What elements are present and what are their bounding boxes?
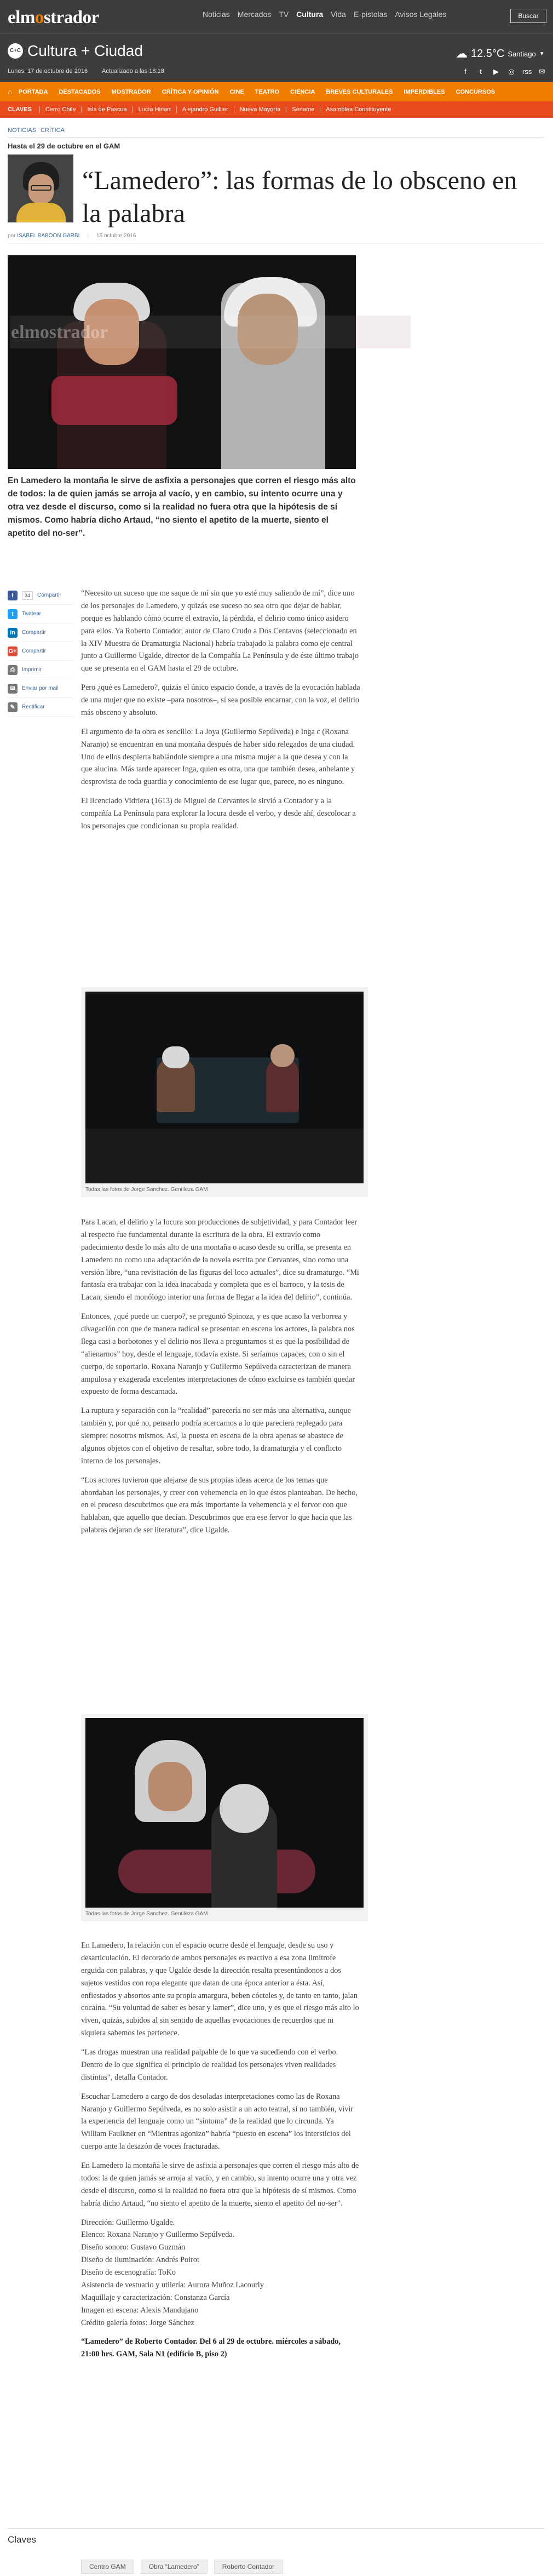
- googleplus-icon: G+: [8, 646, 18, 656]
- topnav-tv[interactable]: TV: [279, 10, 289, 19]
- weather-temp: 12.5°C: [471, 47, 505, 60]
- search-button[interactable]: Buscar: [510, 9, 546, 23]
- rss-icon[interactable]: rss: [522, 67, 532, 76]
- article-figure: [81, 987, 368, 1197]
- logo-o: o: [34, 8, 44, 27]
- byline-prefix: por: [8, 233, 16, 239]
- credits-list: [81, 2217, 360, 2329]
- instagram-icon[interactable]: ◎: [508, 67, 515, 76]
- article-kicker: Hasta el 29 de octubre en el GAM: [8, 142, 120, 150]
- topnav-cultura[interactable]: Cultura: [296, 10, 324, 19]
- paragraph: Para Lacan, el delirio y la locura son producciones de subjetividad, y para Contador leer al respecto fue fundamental durante la escritura de la obra. El extravío como padecimiento desde lo más alto de una montaña o acaso desde su orilla, se presenta en Lamedero no como una adaptación de la novela escrita por Cervantes, sino como una versión libre, “una revisitación de las figuras del loco actuales”, dice su dramaturgo. “Mi fantasía era trabajar con la idea inacabada y completa que es el barroco, y la tesis de Lacan, siendo el monólogo interior una forma de llegar a la idea del delirio”, continúa.: [81, 1218, 359, 1302]
- claves-heading: Claves: [8, 2534, 36, 2545]
- share-label: Twittear: [22, 611, 42, 617]
- paragraph: “Necesito un suceso que me saque de mí sin que yo esté muy saliendo de mí”, dice uno de los personajes de Lamedero, y quizás ese suceso no sea otro que dejar de hablar, porque es hablando cómo ocurre el extravío, la pérdida, el delirio como único asidero para ellos. Ya Roberto Contador, autor de Claro Crudo a Dos Centavos (seleccionado en la XIV Muestra de Dramaturgia Nacional) habría trabajado la palabra como eje central junto a Guillermo Ugalde, director de la Compañía La Península y de éste último trabajo que se presenta en el GAM hasta el 29 de octubre.: [81, 589, 359, 673]
- photo-caption: Todas las fotos de Jorge Sanchez. Gentileza GAM: [85, 1911, 208, 1917]
- actor-head: [220, 1784, 269, 1833]
- topnav-epistolas[interactable]: E-pistolas: [353, 10, 388, 19]
- weather-city: Santiago: [508, 49, 536, 58]
- share-count: 34: [22, 591, 33, 600]
- clave-link[interactable]: Sename: [286, 106, 320, 113]
- paragraph: En Lamedero, la relación con el espacio ocurre desde el lenguaje, desde su uso y desarticulación. El decorado de ambos personajes es reactivo a esa zona limítrofe erguida con palabras, y que Ugalde desde la dirección resalta presentándonos a dos sujetos vestidos con ropa elegante que datan de una época anterior a ésta. Así, enfiestados y absortos ante su propia amargura, beben cócteles y, de tanto en tanto, jalan cocaína. “Su voluntad de saber es besar y lamer”, dice uno, y es que el riesgo más alto lo viven, quizás, subidos al sin sentido de aquellas evocaciones de recuerdos que ni siquiera sabemos les pertenece.: [81, 1941, 359, 2038]
- credit-line: Dirección: Guillermo Ugalde.: [81, 2218, 175, 2227]
- article-body: [81, 587, 360, 839]
- paragraph: Entonces, ¿qué puede un cuerpo?, se preguntó Spinoza, y es que acaso la verborrea y divagación con que de manera radical se presentan en escena los actores, la palabra nos llega casi a borbotones y el delirio nos lleva a preguntarnos si es que la posibilidad de “alienarnos” hoy, desde el lenguaje, todavía existe. Si seríamos capaces, con o sin el cuerpo, de soportarlo. Roxana Naranjo y Guillermo Sepúlveda caracterizan de manera ampulosa y exagerada excelentes interpretaciones de cómo excluirse es también quedar expuesto de forma descarnada.: [81, 1312, 355, 1396]
- current-date: Lunes, 17 de octubre de 2016: [8, 68, 88, 75]
- nav-mostrador[interactable]: MOSTRADOR: [111, 88, 151, 95]
- social-links: [461, 67, 546, 76]
- share-label: Compartir: [37, 592, 61, 598]
- clave-link[interactable]: Cerro Chile: [39, 106, 82, 113]
- share-label: Compartir: [22, 648, 46, 654]
- share-googleplus[interactable]: [8, 642, 73, 661]
- linkedin-icon: in: [8, 628, 18, 638]
- credit-line: Diseño de iluminación: Andrés Poirot: [81, 2256, 200, 2265]
- share-label: Rectificar: [22, 704, 45, 710]
- byline-author-wrap: [8, 233, 79, 239]
- site-logo[interactable]: [8, 8, 99, 28]
- article-body: [81, 1939, 360, 2367]
- logo-part: strador: [43, 8, 99, 27]
- article-body: [81, 1216, 360, 1543]
- credit-line: Elenco: Roxana Naranjo y Guillermo Sepúlveda.: [81, 2230, 235, 2240]
- stage-photo[interactable]: [85, 1718, 364, 1908]
- hero-image: [8, 255, 356, 469]
- topnav-noticias[interactable]: Noticias: [203, 10, 230, 19]
- clave-link[interactable]: Asamblea Constituyente: [320, 106, 396, 113]
- paragraph: El argumento de la obra es sencillo: La Joya (Guillermo Sepúlveda) e Inga c (Roxana Naranjo) se encuentran en una montaña después de haber sido relegados de una ciudad. Uno de ellos despierta hablándole siempre a una misma mujer a la que desea y con la que alucina. Más tarde aparecer Inga, quien es otra, una que también desea, anhelante y desprovista de toda guardia y conocimiento de ese lugar que, parece, no es ninguno.: [81, 727, 355, 787]
- main-nav: [0, 82, 553, 101]
- paragraph: En Lamedero la montaña le sirve de asfixia a personajes que corren el riesgo más alto de todos: la de quien jamás se arroja al vacío, y en cambio, su intento ocurre una y otra vez desde el discurso, como si la realidad no fuera otra que la hipótesis de sí mismos. Como habría dicho Artaud, “no siento el apetito de la muerte, siento el apetito del no-ser”.: [81, 2161, 359, 2208]
- paragraph: El licenciado Vidriera (1613) de Miguel de Cervantes le sirvió a Contador y a la compañía La Península para explorar la locura desde el verbo, y desde ahí, descolocar a los personajes que condicionan su propia realidad.: [81, 797, 356, 831]
- paragraph: Escuchar Lamedero a cargo de dos desoladas interpretaciones como las de Roxana Naranjo y Guillermo Sepúlveda, es no solo asistir a un acto teatral, si no también, vivir la experiencia del lenguaje como un “síntoma” de la realidad que lo circunda. Ya William Faulkner en “Mientras agonizo” habría “puesto en escena” los intersticios del cuerpo ante la desazón de voces fracturadas.: [81, 2092, 354, 2151]
- paragraph: Pero ¿qué es Lamedero?, quizás el único espacio donde, a través de la evocación hablada de una mujer que no existe –para nosotros–, sí sea posible encarnar, con la voz, el delirio más obsceno y absoluto.: [81, 683, 360, 717]
- updated-time: Actualizado a las 18:18: [102, 68, 164, 75]
- mail-icon: ✉: [8, 684, 18, 694]
- email-button[interactable]: [8, 679, 73, 698]
- stage-photo[interactable]: [85, 992, 364, 1183]
- breadcrumb-critica[interactable]: CRÍTICA: [40, 127, 65, 134]
- paragraph: “Las drogas muestran una realidad palpable de lo que va sucediendo con el verbo. Dentro de lo que significa el principio de realidad los personajes viven realidades distintas”, detalla Contador.: [81, 2048, 338, 2082]
- paragraph: “Los actores tuvieron que alejarse de sus propias ideas acerca de los temas que abordaban los personajes, y creer con vehemencia en lo que éstos planteaban. De hecho, en el proceso descubrimos que era más importante la vehemencia y el fervor con que hablaban, que aquello que decían. Descubrimos que era ese fervor lo que hacía que las palabras dejaran de ser literatura”, dice Ugalde.: [81, 1475, 358, 1535]
- actor-scarf: [51, 376, 177, 425]
- logo-part: elm: [8, 8, 35, 27]
- tag-list: [81, 2560, 283, 2574]
- avatar-shirt: [16, 203, 66, 222]
- event-info: “Lamedero” de Roberto Contador. Del 6 al 29 de octubre. miércoles a sábado, 21:00 hrs. GAM, Sala N1 (edificio B, piso 2): [81, 2337, 341, 2359]
- nav-portada[interactable]: PORTADA: [18, 88, 48, 95]
- share-sidebar: [8, 586, 73, 717]
- home-icon[interactable]: ⌂: [8, 88, 12, 96]
- watermark-logo: elmostrador: [11, 322, 108, 342]
- stage-floor: [85, 1129, 364, 1183]
- share-label: Enviar por mail: [22, 685, 59, 691]
- credit-line: Imagen en escena: Alexis Mandujano: [81, 2305, 199, 2315]
- edit-icon: ✎: [8, 702, 18, 712]
- weather-widget[interactable]: [456, 47, 545, 61]
- share-label: Imprimir: [22, 667, 42, 673]
- facebook-icon: f: [8, 591, 18, 600]
- section-logo-icon[interactable]: C+C: [8, 43, 23, 59]
- top-bar: [0, 0, 553, 33]
- chevron-down-icon: ▼: [539, 50, 545, 57]
- clave-link[interactable]: Lucía Hiriart: [133, 106, 176, 113]
- credit-line: Crédito galería fotos: Jorge Sánchez: [81, 2318, 194, 2327]
- topnav-vida[interactable]: Vida: [331, 10, 346, 19]
- clave-link[interactable]: Isla de Pascua: [81, 106, 132, 113]
- mail-icon[interactable]: ✉: [539, 67, 545, 76]
- actor-head: [270, 1044, 295, 1067]
- page-title: “Lamedero”: las formas de lo obsceno en la palabra: [82, 166, 517, 228]
- breadcrumb: [8, 127, 65, 134]
- youtube-icon[interactable]: ▶: [493, 67, 499, 76]
- cloud-icon: ☁: [456, 47, 468, 60]
- clave-link[interactable]: Alejandro Guillier: [176, 106, 234, 113]
- photo-caption: Todas las fotos de Jorge Sanchez. Gentileza GAM: [85, 1187, 208, 1193]
- actor-face: [148, 1762, 192, 1811]
- print-button[interactable]: [8, 661, 73, 679]
- print-icon: ⎙: [8, 665, 18, 675]
- nav-teatro[interactable]: TEATRO: [255, 88, 280, 95]
- tag-centro-gam[interactable]: Centro GAM: [81, 2560, 134, 2574]
- claves-nav: [0, 101, 553, 118]
- topnav-avisos-legales[interactable]: Avisos Legales: [395, 10, 447, 19]
- credit-line: Maquillaje y caracterización: Constanza García: [81, 2293, 230, 2302]
- tag-obra-lamedero[interactable]: Obra “Lamedero”: [141, 2560, 208, 2574]
- nav-cine[interactable]: CINE: [229, 88, 244, 95]
- section-title[interactable]: Cultura + Ciudad: [27, 42, 143, 59]
- rectify-button[interactable]: [8, 698, 73, 717]
- nav-critica-opinion[interactable]: CRÍTICA Y OPINIÓN: [162, 88, 219, 95]
- facebook-icon[interactable]: f: [464, 67, 466, 76]
- byline: [8, 233, 136, 239]
- share-facebook[interactable]: [8, 586, 73, 605]
- section-header: [0, 33, 553, 82]
- author-link[interactable]: ISABEL BABOON GARBI: [17, 233, 80, 239]
- article-figure: [81, 1714, 368, 1921]
- author-avatar: [8, 154, 73, 222]
- paragraph: La ruptura y separación con la “realidad” parecería no ser más una alternativa, aunque también y, por qué no, pensarlo podría acercarnos a lo que pareciera replegado para siempre: nosotros mismos. Así, la puesta en escena de la obra apenas se abastece de algunos objetos con el objetivo de resaltar, sobre todo, la dramaturgia y el conflicto interno de los personajes.: [81, 1406, 351, 1466]
- topnav-mercados[interactable]: Mercados: [237, 10, 272, 19]
- divider: [8, 243, 544, 244]
- credit-line: Asistencia de vestuario y utilería: Aurora Muñoz Lacourly: [81, 2280, 264, 2289]
- share-linkedin[interactable]: [8, 623, 73, 642]
- twitter-icon: t: [8, 609, 18, 619]
- byline-separator: |: [87, 233, 89, 239]
- watermark-band-edge: [356, 316, 411, 348]
- nav-imperdibles[interactable]: IMPERDIBLES: [404, 88, 445, 95]
- avatar-glasses: [31, 185, 51, 191]
- claves-label: CLAVES: [8, 106, 32, 113]
- share-label: Compartir: [22, 629, 46, 636]
- clave-link[interactable]: Nueva Mayoría: [234, 106, 286, 113]
- actor-head: [162, 1046, 189, 1068]
- credit-line: Diseño de escenografía: ToKo: [81, 2268, 176, 2277]
- nav-ciencia[interactable]: CIENCIA: [290, 88, 315, 95]
- share-twitter[interactable]: [8, 605, 73, 623]
- divider: [8, 2528, 544, 2529]
- twitter-icon[interactable]: t: [480, 67, 482, 76]
- tag-roberto-contador[interactable]: Roberto Contador: [214, 2560, 283, 2574]
- divider: [8, 137, 544, 138]
- nav-concursos[interactable]: CONCURSOS: [456, 88, 496, 95]
- article-lead: En Lamedero la montaña le sirve de asfixia a personajes que corren el riesgo más alto de todos: la de quien jamás se arroja al vacío, y en cambio, su intento ocurre una y otra vez desde el discurso, como si la realidad no fuera otra que la hipótesis de sí mismos. Como habría dicho Artaud, “no siento el apetito de la muerte, siento el apetito del no-ser”.: [8, 476, 356, 539]
- nav-breves-culturales[interactable]: BREVES CULTURALES: [326, 88, 393, 95]
- top-nav: [203, 10, 446, 19]
- breadcrumb-noticias[interactable]: NOTICIAS: [8, 127, 36, 134]
- nav-destacados[interactable]: DESTACADOS: [59, 88, 101, 95]
- publish-date: 15 octubre 2016: [96, 233, 136, 239]
- credit-line: Diseño sonoro: Gustavo Guzmán: [81, 2243, 186, 2252]
